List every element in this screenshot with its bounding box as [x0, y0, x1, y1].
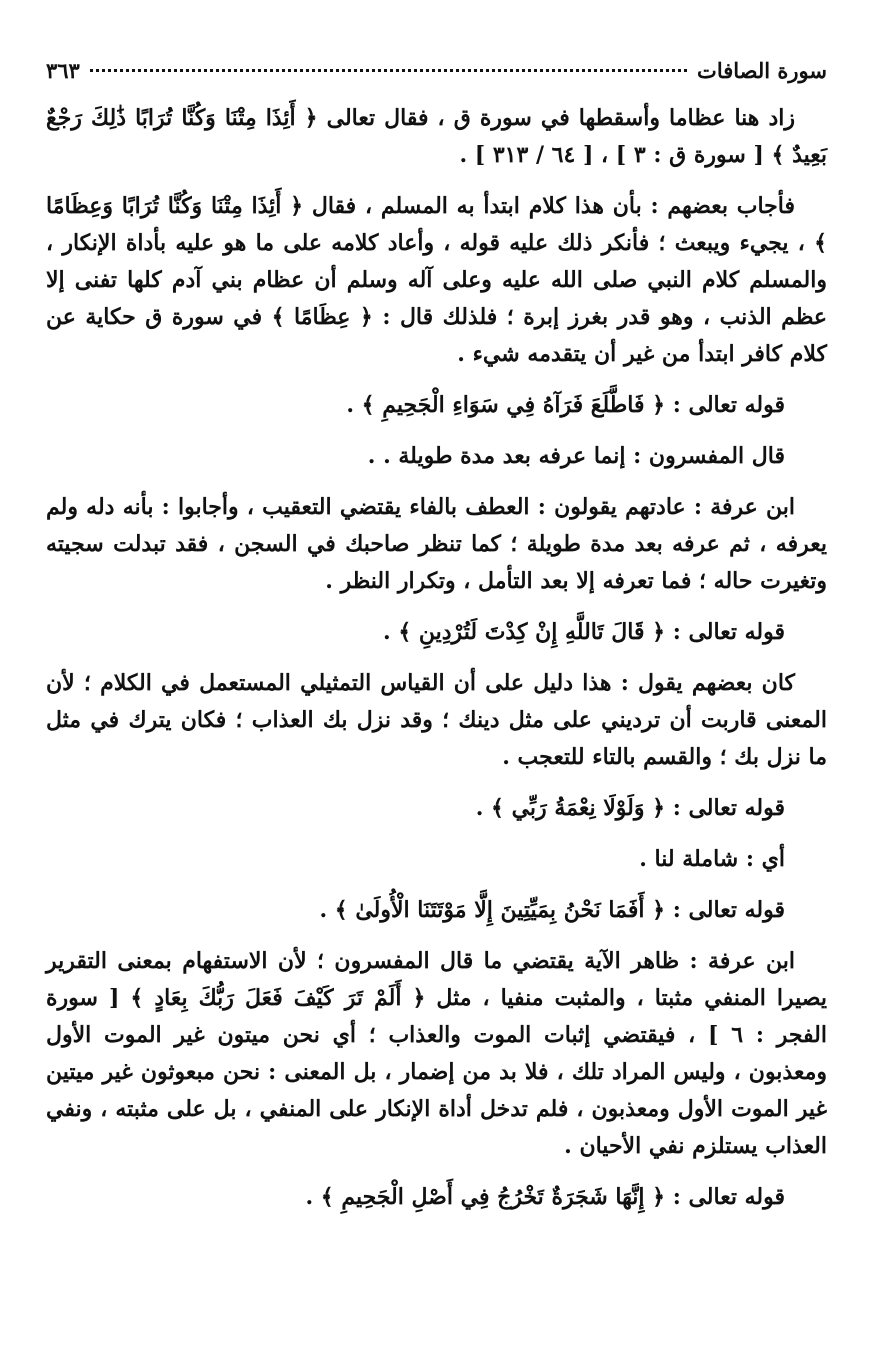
paragraph-verse-citation-1: قوله تعالى : ﴿ فَاطَّلَعَ فَرَآهُ فِي سَوَاءِ الْجَحِيمِ ﴾ . [346, 392, 785, 418]
surah-title: سورة الصافات [697, 58, 827, 83]
page-number: ٣٦٣ [46, 58, 80, 83]
page-body [46, 100, 827, 1216]
paragraph-verse-citation-3: قوله تعالى : ﴿ وَلَوْلَا نِعْمَةُ رَبِّي ﴾ . [475, 795, 785, 821]
paragraph-verse-citation-4: قوله تعالى : ﴿ أَفَمَا نَحْنُ بِمَيِّتِينَ إِلَّا مَوْتَتَنَا الْأُولَىٰ ﴾ . [319, 897, 785, 923]
paragraph-tafsir-1: زاد هنا عظاما وأسقطها في سورة ق ، فقال تعالى ﴿ أَئِذَا مِتْنَا وَكُنَّا تُرَابًا ذَٰلِكَ رَجْعٌ بَعِيدٌ ﴾ [ سورة ق : ٣ ] ، [ ٦٤ / ٣١٣ ] . [46, 105, 827, 168]
paragraph-tafsir-3: كان بعضهم يقول : هذا دليل على أن القياس التمثيلي المستعمل في الكلام ؛ لأن المعنى قاربت أن ترديني على مثل دينك ؛ وقد نزل بك العذاب ؛ فكان يترك في مثل ما نزل بك ؛ والقسم بالتاء للتعجب . [46, 670, 827, 770]
paragraph-ibn-arafa-1: ابن عرفة : عادتهم يقولون : العطف بالفاء يقتضي التعقيب ، وأجابوا : بأنه دله ولم يعرفه ، ثم عرفه بعد مدة طويلة ؛ كما تنظر صاحبك في السجن ، فقد تبدلت سجيته وتغيرت حاله ؛ فما تعرفه إلا بعد التأمل ، وتكرار النظر . [46, 494, 827, 594]
header-dot-leader [90, 67, 687, 72]
paragraph-verse-citation-5: قوله تعالى : ﴿ إِنَّهَا شَجَرَةٌ تَخْرُجُ فِي أَصْلِ الْجَحِيمِ ﴾ . [305, 1184, 785, 1210]
running-header [46, 58, 827, 92]
paragraph-ibn-arafa-2: ابن عرفة : ظاهر الآية يقتضي ما قال المفسرون ؛ لأن الاستفهام بمعنى التقرير يصيرا المنفي مثبتا ، والمثبت منفيا ، مثل ﴿ أَلَمْ تَرَ كَيْفَ فَعَلَ رَبُّكَ بِعَادٍ ﴾ [ سورة الفجر : ٦ ] ، فيقتضي إثبات الموت والعذاب ؛ أي نحن ميتون غير الموت الأول ومعذبون ، وليس المراد تلك ، فلا بد من إضمار ، بل المعنى : نحن مبعوثون غير ميتين غير الموت الأول ومعذبون ، فلم تدخل أداة الإنكار على المنفي ، بل على مثبته ، ونفي العذاب يستلزم نفي الأحيان . [46, 948, 827, 1159]
paragraph-tafsir-2: فأجاب بعضهم : بأن هذا كلام ابتدأ به المسلم ، فقال ﴿ أَئِذَا مِتْنَا وَكُنَّا تُرَابًا وَعِظَامًا ﴾ ، يجيء ويبعث ؛ فأنكر ذلك عليه قوله ، وأعاد كلامه على ما هو عليه بأداة الإنكار ، والمسلم كلام النبي صلى الله عليه وعلى آله وسلم أن عظام بني آدم كلها تفنى إلا عظم الذنب ، وهو قدر بغرز إبرة ؛ فلذلك قال : ﴿ عِظَامًا ﴾ في سورة ق حكاية عن كلام كافر ابتدأ من غير أن يتقدمه شيء . [46, 193, 827, 367]
paragraph-gloss: أي : شاملة لنا . [639, 846, 785, 872]
paragraph-commentators-note: قال المفسرون : إنما عرفه بعد مدة طويلة . . [367, 443, 785, 469]
paragraph-verse-citation-2: قوله تعالى : ﴿ قَالَ تَاللَّهِ إِنْ كِدْتَ لَتُرْدِينِ ﴾ . [383, 619, 785, 645]
